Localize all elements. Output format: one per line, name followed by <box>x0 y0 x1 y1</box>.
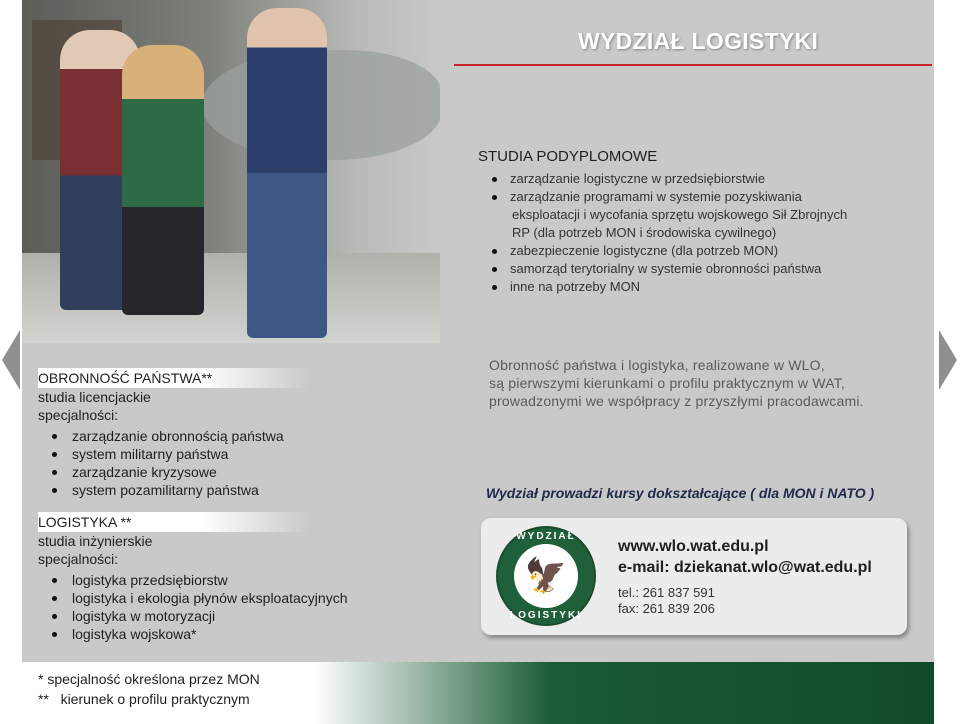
student-figure <box>122 45 204 315</box>
footnote-1: * specjalność określona przez MON <box>38 671 260 687</box>
program-heading: OBRONNOŚĆ PAŃSTWA** <box>38 368 310 388</box>
intro-line: Obronność państwa i logistyka, realizowane w WLO, <box>489 357 825 373</box>
list-item: logistyka w motoryzacji <box>38 607 347 625</box>
logo-text-bottom: LOGISTYKI <box>510 610 582 621</box>
specializations-label: specjalności: <box>38 407 119 423</box>
phone-number: tel.: 261 837 591 <box>618 585 715 600</box>
footnote-2: ** kierunek o profilu praktycznym <box>38 691 250 707</box>
list-item: logistyka przedsiębiorstw <box>38 571 347 589</box>
logo-emblem <box>514 544 578 608</box>
page-title: WYDZIAŁ LOGISTYKI <box>578 28 819 54</box>
logo-text-top: WYDZIAŁ <box>516 531 576 542</box>
list-item: zarządzanie logistyczne w przedsiębiorstwie <box>492 170 847 188</box>
students-photo <box>22 0 440 343</box>
list-item: system militarny państwa <box>38 445 310 463</box>
intro-line: są pierwszymi kierunkami o profilu praktycznym w WAT, <box>489 375 846 391</box>
list-item-continuation: eksploatacji i wycofania sprzętu wojskowego Sił Zbrojnych <box>512 207 848 222</box>
intro-text <box>489 356 929 410</box>
specializations-list <box>38 427 310 499</box>
list-item: inne na potrzeby MON <box>492 278 847 296</box>
faculty-logo <box>498 528 594 624</box>
website-link[interactable]: www.wlo.wat.edu.pl <box>618 538 769 555</box>
program-heading: LOGISTYKA ** <box>38 512 310 532</box>
prev-arrow-icon[interactable] <box>2 330 20 390</box>
program-level: studia inżynierskie <box>38 533 153 549</box>
program-obronnosc <box>38 368 310 499</box>
list-item: zarządzanie programami w systemie pozyskiwania <box>492 188 847 206</box>
list-item: logistyka wojskowa* <box>38 625 347 643</box>
specializations-label: specjalności: <box>38 551 119 567</box>
intro-line: prowadzonymi we współpracy z przyszłymi pracodawcami. <box>489 393 864 409</box>
list-item: zarządzanie obronnością państwa <box>38 427 310 445</box>
title-underline <box>454 64 932 66</box>
program-logistyka <box>38 512 347 643</box>
list-item: system pozamilitarny państwa <box>38 481 310 499</box>
list-item: logistyka i ekologia płynów eksploatacyjnych <box>38 589 347 607</box>
postgrad-list <box>492 170 847 296</box>
courses-note: Wydział prowadzi kursy dokształcające ( dla MON i NATO ) <box>486 485 875 501</box>
specializations-list <box>38 571 347 643</box>
list-item: zabezpieczenie logistyczne (dla potrzeb MON) <box>492 242 847 260</box>
email-link[interactable]: e-mail: dziekanat.wlo@wat.edu.pl <box>618 559 872 576</box>
list-item: samorząd terytorialny w systemie obronności państwa <box>492 260 847 278</box>
fax-number: fax: 261 839 206 <box>618 601 715 616</box>
program-level: studia licencjackie <box>38 389 151 405</box>
eagle-icon: 🦅 <box>524 557 568 595</box>
next-arrow-icon[interactable] <box>939 330 957 390</box>
list-item: zarządzanie kryzysowe <box>38 463 310 481</box>
list-item-continuation: RP (dla potrzeb MON i środowiska cywilnego) <box>512 225 777 240</box>
postgrad-heading: STUDIA PODYPLOMOWE <box>478 148 658 165</box>
student-figure <box>247 8 327 338</box>
